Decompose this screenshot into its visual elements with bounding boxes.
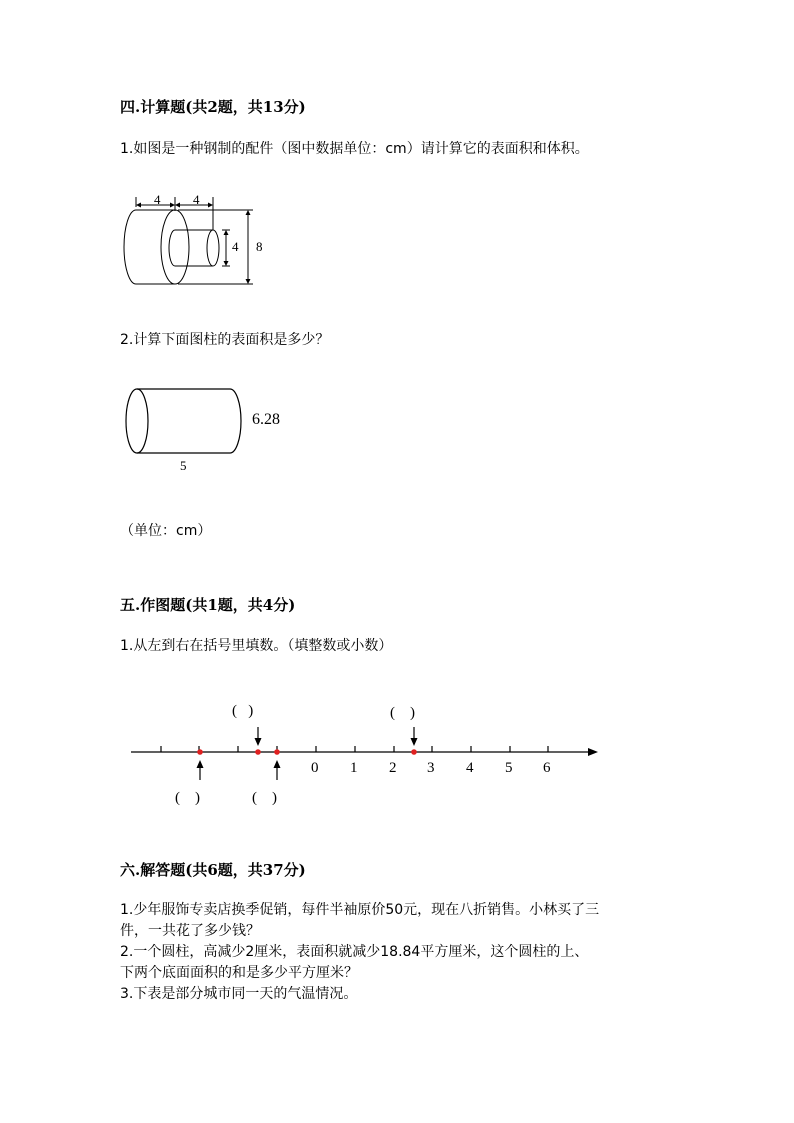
section6-heading: 六.解答题(共6题，共37分) bbox=[120, 861, 306, 879]
tick-label-6: 6 bbox=[543, 760, 551, 776]
point-2 bbox=[255, 749, 261, 755]
unit-note: （单位：cm） bbox=[120, 523, 212, 539]
question-5-1: 1.从左到右在括号里填数。（填整数或小数） bbox=[120, 638, 393, 654]
section4-heading: 四.计算题(共2题，共13分) bbox=[120, 98, 306, 116]
tick-label-4: 4 bbox=[466, 760, 474, 776]
point-1 bbox=[197, 749, 203, 755]
point-3 bbox=[274, 749, 280, 755]
question-6-2-line1: 2.一个圆柱，高减少2厘米，表面积就减少18.84平方厘米，这个圆柱的上、 bbox=[120, 944, 589, 960]
tick-label-1: 1 bbox=[350, 760, 358, 776]
point-4 bbox=[411, 749, 417, 755]
tick-label-5: 5 bbox=[505, 760, 513, 776]
answer-blank-3[interactable]: ( ) bbox=[252, 790, 277, 806]
question-4-1: 1.如图是一种钢制的配件（图中数据单位：cm）请计算它的表面积和体积。 bbox=[120, 141, 589, 157]
dim-label-left-length: 4 bbox=[154, 192, 161, 207]
length-label: 5 bbox=[180, 458, 187, 473]
answer-blank-2[interactable]: ( ) bbox=[232, 703, 254, 719]
question-6-2-line2: 下两个底面面积的和是多少平方厘米？ bbox=[120, 965, 358, 981]
dim-label-inner-height: 4 bbox=[232, 239, 239, 254]
answer-blank-1[interactable]: ( ) bbox=[175, 790, 200, 806]
circumference-label: 6.28 bbox=[252, 411, 280, 428]
question-4-2: 2.计算下面图柱的表面积是多少？ bbox=[120, 332, 330, 348]
tick-label-0: 0 bbox=[311, 760, 319, 776]
question-6-3: 3.下表是部分城市同一天的气温情况。 bbox=[120, 986, 358, 1002]
answer-blank-4[interactable]: ( ) bbox=[390, 705, 415, 721]
dim-label-outer-height: 8 bbox=[256, 239, 263, 254]
dim-label-right-length: 4 bbox=[193, 192, 200, 207]
question-6-1-line1: 1.少年服饰专卖店换季促销，每件半袖原价50元，现在八折销售。小林买了三 bbox=[120, 902, 600, 918]
tick-label-3: 3 bbox=[427, 760, 435, 776]
question-6-1-line2: 件，一共花了多少钱？ bbox=[120, 923, 260, 939]
tick-label-2: 2 bbox=[389, 760, 397, 776]
section5-heading: 五.作图题(共1题，共4分) bbox=[120, 596, 296, 614]
